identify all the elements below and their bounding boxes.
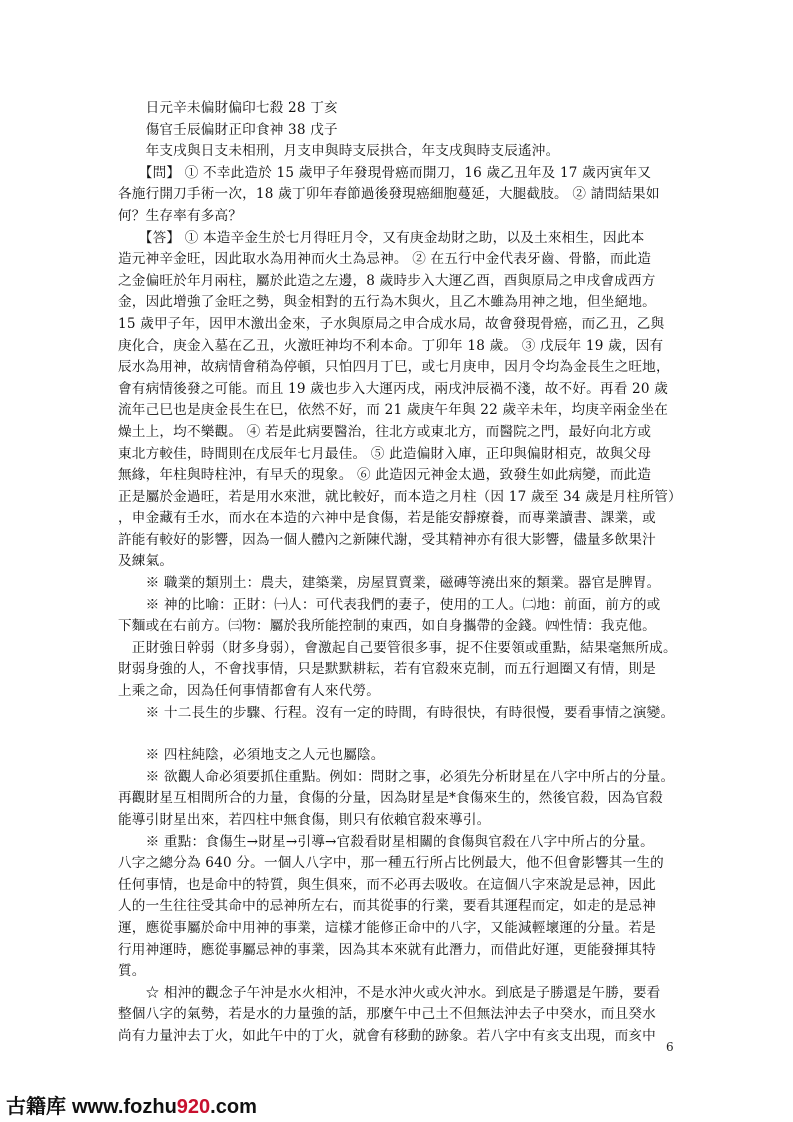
- text-line: 下麵或在右前方。㈢物：屬於我所能控制的東西，如自身攜帶的金錢。㈣性情：我克他。: [118, 618, 656, 635]
- text-line: 整個八字的氣勢，若是水的力量強的話，那麼午中己土不但無法沖去子中癸水，而且癸水: [118, 1006, 656, 1023]
- text-line: 人的一生往往受其命中的忌神所左右，而其從事的行業，要看其運程而定，如走的是忌神: [118, 898, 656, 915]
- paragraph-gap: [118, 724, 688, 745]
- text-line: 何？生存率有多高？: [118, 207, 243, 224]
- text-line: ，申金藏有壬水，而水在本造的六神中是食傷，若是能安靜療養，而專業讀書、課業，或: [118, 510, 656, 527]
- page-number: 6: [666, 1040, 674, 1054]
- text-line: 之金偏旺於年月兩柱，屬於此造之左邊，8 歲時步入大運乙酉，酉與原局之申戌會成西方: [118, 272, 656, 289]
- watermark-brand-text: 古籍库: [6, 1094, 66, 1118]
- text-line: 無緣，年柱與時柱沖，有早夭的現象。 ⑥ 此造因元神金太過，致發生如此病變，而此造: [118, 467, 652, 484]
- text-line: 尚有力量沖去丁火，如此午中的丁火，就會有移動的跡象。若八字中有亥支出現，而亥中: [118, 1027, 656, 1044]
- text-line: 東北方較佳，時間則在戊辰年七月最佳。 ⑤ 此造偏財入庫，正印與偏財相克，故與父母: [118, 445, 652, 462]
- text-line: 【答】 ① 本造辛金生於七月得旺月令，又有庚金劫財之助，以及土來相生，因此本: [118, 229, 645, 246]
- watermark-brand: [6, 1090, 257, 1119]
- text-line: 金，因此增強了金旺之勢，與金相對的五行為木與火，且乙木雖為用神之地，但坐絕地。: [118, 294, 656, 311]
- text-line: 庚化合，庚金入墓在乙丑，火激旺神均不利本命。丁卯年 18 歲。 ③ 戊辰年 19 歲，因有: [118, 337, 664, 354]
- document-body: [118, 98, 688, 1048]
- text-line: 各施行開刀手術一次，18 歲丁卯年春節過後發現癌細胞蔓延，大腿截肢。 ② 請問結果如: [118, 186, 660, 203]
- text-line: 燥土上，均不樂觀。 ④ 若是此病要醫治，往北方或東北方，而醫院之門，最好向北方或: [118, 423, 652, 440]
- watermark-url-highlight: 920: [176, 1096, 211, 1118]
- text-line: 及練氣。: [118, 553, 174, 570]
- text-line: 日元辛未偏財偏印七殺 28 丁亥: [118, 100, 338, 116]
- text-line: 行用神運時，應從事屬忌神的事業，因為其本來就有此潛力，而借此好運，更能發揮其特: [118, 941, 656, 958]
- text-line: ※ 欲觀人命必須要抓住重點。例如：問財之事，必須先分析財星在八字中所占的分量。: [118, 768, 675, 785]
- text-line: ※ 職業的類別土：農夫，建築業，房屋買賣業，磁磚等澆出來的類業。器官是脾胃。: [118, 575, 661, 592]
- watermark-url-suffix: .com: [210, 1096, 257, 1118]
- site-watermark-footer: [0, 1084, 793, 1122]
- text-line: 能導引財星出來，若四柱中無食傷，則只有依賴官殺來導引。: [118, 812, 491, 828]
- text-line: 會有病情後發之可能。而且 19 歲也步入大運丙戌，兩戌沖辰禍不淺，故不好。再看 20 歲: [118, 380, 669, 397]
- watermark-url[interactable]: [72, 1096, 257, 1118]
- text-line: ☆ 相沖的觀念子午沖是水火相沖，不是水沖火或火沖水。到底是子勝還是午勝，要看: [118, 984, 661, 1001]
- text-line: 再觀財星互相間所合的力量，食傷的分量，因為財星是*食傷來生的，然後官殺，因為官殺: [118, 790, 663, 807]
- text-line: 辰水為用神，故病情會稍為停頓，只怕四月丁巳，或七月庚申，因月令均為金長生之旺地，: [118, 359, 670, 376]
- watermark-url-prefix: www.fozhu: [72, 1096, 177, 1118]
- text-line: 流年己巳也是庚金長生在巳，依然不好，而 21 歲庚午年與 22 歲辛未年，均庚辛兩金坐在: [118, 402, 669, 419]
- text-line: ※ 四柱純陰，必須地支之人元也屬陰。: [118, 747, 385, 764]
- text-line: 正是屬於金過旺，若是用水來泄，就比較好，而本造之月柱（因 17 歲至 34 歲是月柱所管）: [118, 488, 682, 505]
- text-line: 任何事情，也是命中的特質，與生俱來，而不必再去吸收。在這個八字來說是忌神，因此: [118, 876, 656, 893]
- text-line: 【問】 ① 不幸此造於 15 歲甲子年發現骨癌而開刀，16 歲乙丑年及 17 歲丙寅年又: [118, 164, 652, 181]
- text-line: ※ 十二長生的步驟、行程。沒有一定的時間，有時很快，有時很慢，要看事情之演變。: [118, 704, 675, 721]
- text-line: 15 歲甲子年，因甲木激出金來，子水與原局之申合成水局，故會發現骨癌，而乙丑，乙與: [118, 315, 665, 332]
- text-line: 財弱身強的人，不會找事情，只是默默耕耘，若有官殺來克制，而五行迴圈又有情，則是: [118, 661, 656, 678]
- text-line: 八字之總分為 640 分。一個人八字中，那一種五行所占比例最大，他不但會影響其一生的: [118, 855, 664, 872]
- text-line: 許能有較好的影響，因為一個人體內之新陳代謝，受其精神亦有很大影響，儘量多飲果汁: [118, 531, 656, 548]
- text-line: 正財強日幹弱（財多身弱），會激起自己要管很多事，捉不住要領或重點，結果毫無所成。: [118, 639, 677, 656]
- text-line: 上乘之命，因為任何事情都會有人來代勞。: [118, 683, 381, 700]
- text-line: 傷官壬辰偏財正印食神 38 戊子: [118, 121, 338, 138]
- text-line: 年支戌與日支未相刑，月支申與時支辰拱合，年支戌與時支辰遙沖。: [118, 143, 560, 160]
- text-line: 運，應從事屬於命中用神的事業，這樣才能修正命中的八字，又能減輕壞運的分量。若是: [118, 919, 656, 936]
- text-line: ※ 重點：食傷生→財星→引導→官殺看財星相關的食傷與官殺在八字中所占的分量。: [118, 833, 654, 850]
- text-line: 造元神辛金旺，因此取水為用神而火土為忌神。 ② 在五行中金代表牙齒、骨骼，而此造: [118, 251, 652, 268]
- text-line: ※ 神的比喻：正財：㈠人：可代表我們的妻子，使用的工人。㈡地：前面，前方的或: [118, 596, 661, 613]
- text-line: 質。: [118, 963, 146, 980]
